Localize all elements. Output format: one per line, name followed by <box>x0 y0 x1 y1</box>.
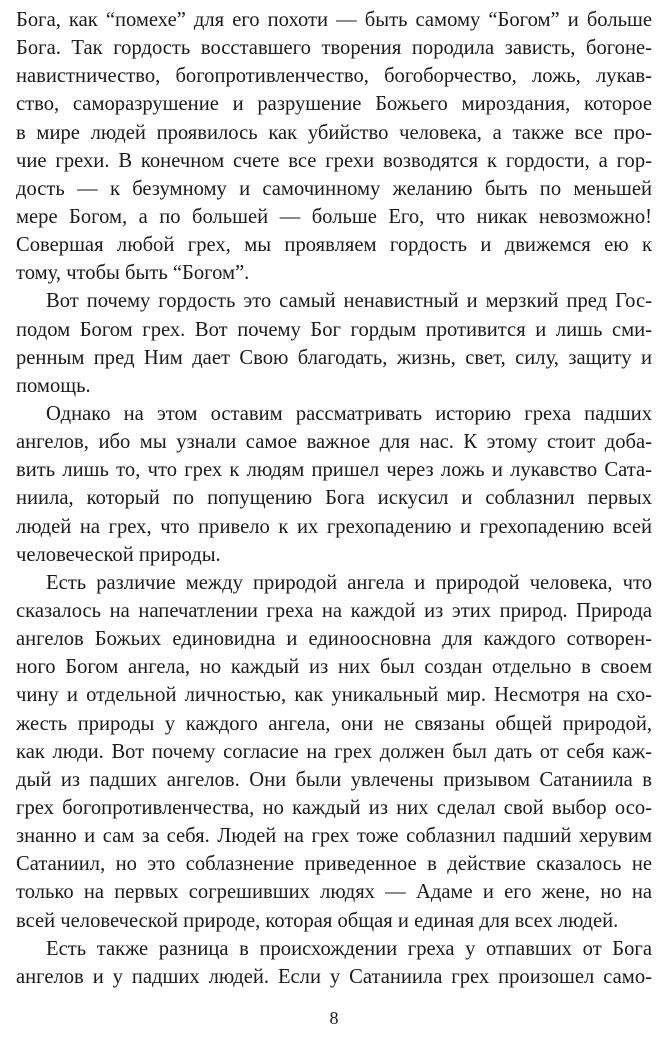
text-line: Совершая любой грех, мы проявляем гордость и движемся ею к <box>16 234 652 257</box>
text-line: всей человеческой природе, которая общая и единая для всех людей. <box>16 909 619 932</box>
text-line: чие грехи. В конечном счете все грехи возводятся к гордости, а гор- <box>16 149 652 172</box>
paragraph <box>16 6 652 287</box>
text-line: ного Богом ангела, но каждый из них был создан отдельно в своем <box>16 656 652 679</box>
text-line: Однако на этом оставим рассматривать историю греха падших <box>46 402 652 425</box>
paragraph <box>16 287 652 400</box>
text-line: Сатаниил, но это соблазнение приведенное в действие сказалось не <box>16 853 652 876</box>
text-line: грех богопротивленчества, но каждый из них сделал свой выбор осо- <box>16 796 652 819</box>
text-line: дость — к безумному и самочинному желанию быть по меньшей <box>16 177 652 200</box>
text-line: дый из падших ангелов. Они были увлечены призывом Сатаниила в <box>16 768 652 791</box>
text-line: знанно и сам за себя. Людей на грех тоже соблазнил падший херувим <box>16 825 652 848</box>
text-line: подом Богом грех. Вот почему Бог гордым противится и лишь сми- <box>16 318 652 341</box>
text-line: Есть также разница в происхождении греха у отпавших от Бога <box>46 937 652 960</box>
text-line: чину и отдельной личностью, как уникальный мир. Несмотря на схо- <box>16 684 652 707</box>
text-line: навистничество, богопротивленчество, богоборчество, ложь, лукав- <box>16 65 652 88</box>
page-number: 8 <box>329 1008 339 1028</box>
text-line: ангелов и у падших людей. Если у Сатаниила грех произошел само- <box>16 965 652 988</box>
paragraph <box>16 569 652 935</box>
text-line: только на первых согрешивших людях — Адаме и его жене, но на <box>16 881 652 904</box>
text-line: как люди. Вот почему согласие на грех должен был дать от себя каж- <box>16 740 652 763</box>
text-line: людей на грех, что привело к их грехопадению и грехопадению всей <box>16 515 652 538</box>
text-line: человеческой природы. <box>16 543 221 566</box>
text-line: ренным пред Ним дает Свою благодать, жизнь, свет, силу, защиту и <box>16 346 652 369</box>
text-line: Бога. Так гордость восставшего творения породила зависть, богоне- <box>16 37 652 60</box>
text-line: жесть природы у каждого ангела, они не связаны общей природой, <box>16 712 652 735</box>
text-line: ангелов Божьих единовидна и единоосновна для каждого сотворен- <box>16 628 652 651</box>
text-line: ство, саморазрушение и разрушение Божьего мироздания, которое <box>16 93 652 116</box>
text-line: тому, чтобы быть “Богом”. <box>16 262 250 285</box>
text-line: вить лишь то, что грех к людям пришел через ложь и лукавство Сата- <box>16 459 652 482</box>
text-line: ангелов, ибо мы узнали самое важное для нас. К этому стоит доба- <box>16 431 652 454</box>
text-line: Есть различие между природой ангела и природой человека, что <box>46 571 652 594</box>
page-body <box>16 6 652 991</box>
paragraph <box>16 400 652 569</box>
text-line: сказалось на напечатлении греха на каждой из этих природ. Природа <box>16 599 652 622</box>
text-line: ниила, который по попущению Бога искусил и соблазнил первых <box>16 487 652 510</box>
paragraph <box>16 935 652 991</box>
text-line: помощь. <box>16 374 91 397</box>
text-line: Бога, как “помехе” для его похоти — быть самому “Богом” и больше <box>16 9 652 31</box>
text-line: в мире людей проявилось как убийство человека, а также все про- <box>16 121 652 144</box>
text-line: Вот почему гордость это самый ненавистный и мерзкий пред Гос- <box>46 290 652 313</box>
text-line: мере Богом, а по большей — больше Его, что никак невозможно! <box>16 205 652 228</box>
